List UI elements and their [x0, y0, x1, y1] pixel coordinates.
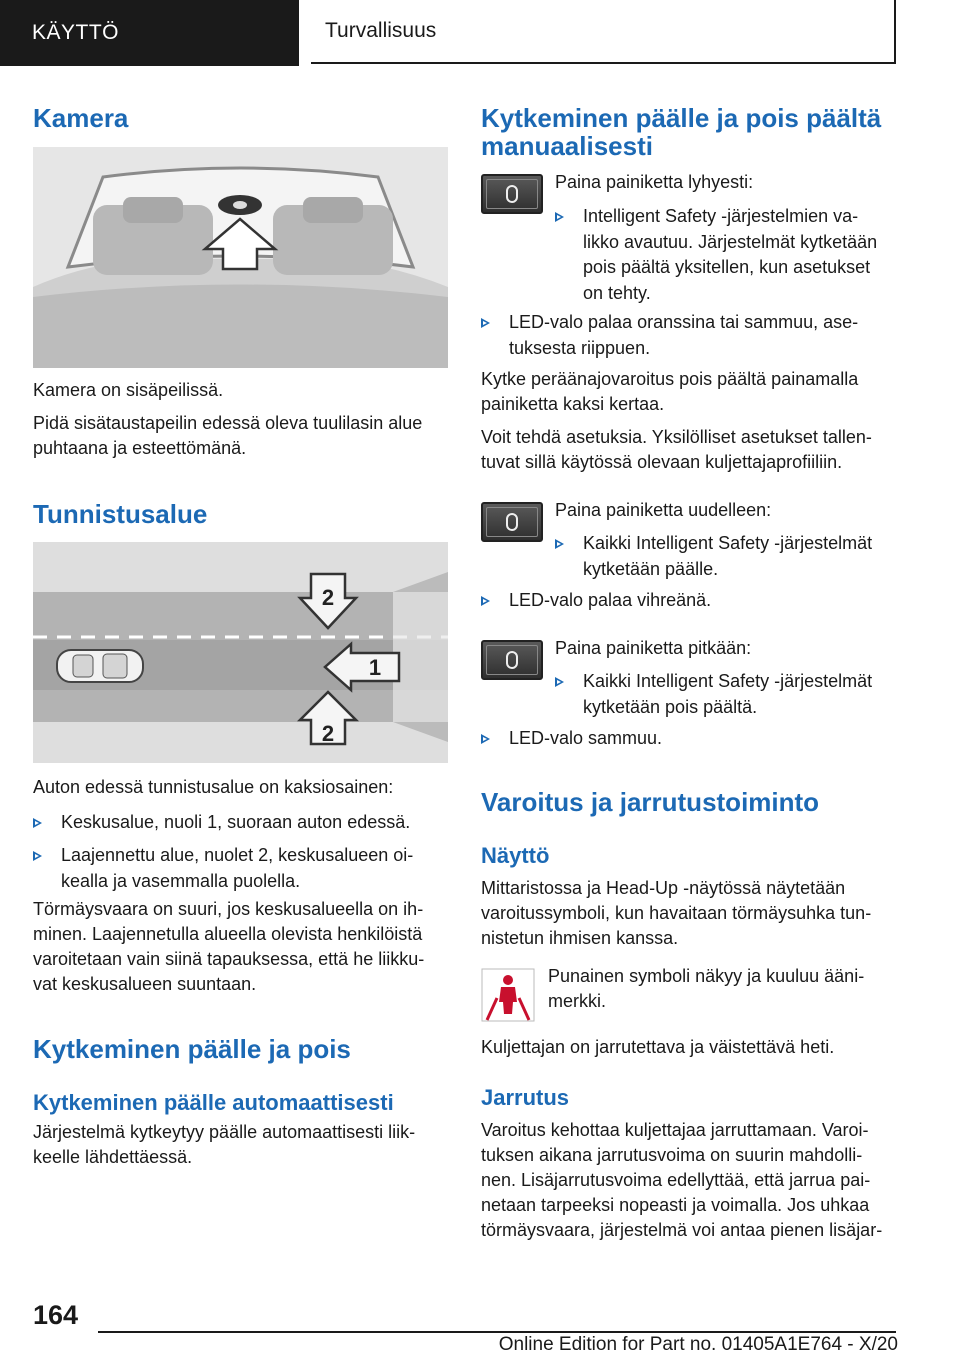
triangle-bullet-icon	[481, 734, 490, 744]
red-symbol-line2: merkki.	[548, 991, 606, 1011]
reverse-line2: painiketta kaksi kertaa.	[481, 394, 665, 414]
display-line2: varoitussymboli, kun havaitaan törmäysuhka tun-	[481, 903, 872, 923]
triangle-bullet-icon	[33, 851, 42, 861]
section-tab	[0, 0, 299, 66]
detection-zone-diagram	[33, 542, 448, 763]
heading-tunnistusalue: Tunnistusalue	[33, 499, 208, 529]
press-short-text: Paina painiketta lyhyesti:	[555, 172, 754, 192]
triangle-bullet-icon	[481, 596, 490, 606]
display-line1: Mittaristossa ja Head-Up -näytössä näytetään	[481, 878, 846, 898]
heading-varoitus: Varoitus ja jarrutustoiminto	[481, 787, 820, 817]
bullet-menu-opens: Intelligent Safety -järjestelmien va- likko avautuu. Järjestelmät kytketään pois päältä yksitellen, kun asetukset on tehty.	[555, 204, 900, 308]
brake-line1: Varoitus kehottaa kuljettajaa jarruttamaan. Varoi-	[481, 1120, 869, 1140]
auto-line1: Järjestelmä kytkeytyy päälle automaattisesti liik-	[33, 1122, 416, 1142]
bullet-led-off: LED-valo sammuu.	[481, 726, 899, 752]
brake-line5: törmäysvaara, järjestelmä voi antaa pienen lisäjar-	[481, 1220, 883, 1240]
press-again-text: Paina painiketta uudelleen:	[555, 500, 772, 520]
heading-jarrutus: Jarrutus	[481, 1085, 570, 1110]
safety-button-icon	[481, 640, 543, 680]
bullet-led-orange: LED-valo palaa oranssina tai sammuu, ase- tuksesta riippuen.	[481, 310, 899, 362]
reverse-line1: Kytke peräänajovaroitus pois päältä painamalla	[481, 369, 859, 389]
auto-line2: keelle lähdettäessä.	[33, 1147, 193, 1167]
triangle-bullet-icon	[555, 539, 564, 549]
brake-line3: nen. Lisäjarrutusvoima edellyttää, että jarrua pai-	[481, 1170, 871, 1190]
bullet-all-off: Kaikki Intelligent Safety -järjestelmät kytketään pois päältä.	[555, 669, 900, 721]
kamera-text-2b: puhtaana ja esteettömänä.	[33, 438, 247, 458]
kamera-text-2a: Pidä sisätaustapeilin edessä oleva tuulilasin alue	[33, 413, 423, 433]
press-long-text: Paina painiketta pitkään:	[555, 638, 752, 658]
triangle-bullet-icon	[555, 677, 564, 687]
bullet-led-green: LED-valo palaa vihreänä.	[481, 588, 899, 614]
footer-rule	[98, 1331, 896, 1333]
arrow-label-mid: 1	[368, 655, 382, 680]
page-number: 164	[33, 1300, 79, 1330]
kamera-text-1: Kamera on sisäpeilissä.	[33, 380, 224, 400]
brake-line2: tuksen aikana jarrutusvoima on suurin mahdolli-	[481, 1145, 863, 1165]
heading-manual-b: manuaalisesti	[481, 131, 653, 161]
settings-line1: Voit tehdä asetuksia. Yksilölliset asetukset tallen-	[481, 427, 872, 447]
heading-kytkeminen: Kytkeminen päälle ja pois	[33, 1034, 351, 1064]
heading-automaattisesti: Kytkeminen päälle automaattisesti	[33, 1090, 394, 1115]
bullet-all-on: Kaikki Intelligent Safety -järjestelmät kytketään päälle.	[555, 531, 900, 583]
safety-button-icon	[481, 502, 543, 542]
heading-manual-a: Kytkeminen päälle ja pois päältä	[481, 103, 882, 133]
tunnistus-p2-line4: vat keskusalueen suuntaan.	[33, 974, 257, 994]
tunnistus-p2-line1: Törmäysvaara on suuri, jos keskusalueella on ih-	[33, 899, 424, 919]
chapter-header	[311, 0, 896, 64]
chapter-label: Turvallisuus	[325, 19, 437, 42]
camera-image	[33, 147, 448, 368]
driver-text: Kuljettajan on jarrutettava ja väistettävä heti.	[481, 1037, 835, 1057]
triangle-bullet-icon	[481, 318, 490, 328]
red-symbol-line1: Punainen symboli näkyy ja kuuluu ääni-	[548, 966, 865, 986]
brake-line4: netaan tarpeeksi nopeasti ja voimalla. Jos uhkaa	[481, 1195, 870, 1215]
safety-button-icon	[481, 174, 543, 214]
edition-text: Online Edition for Part no. 01405A1E764 - X/20	[498, 1334, 898, 1355]
bullet-center-zone: Keskusalue, nuoli 1, suoraan auton edessä.	[33, 810, 448, 836]
bullet-extended-zone: Laajennettu alue, nuolet 2, keskusalueen oi- kealla ja vasemmalla puolella.	[33, 843, 448, 895]
section-label: KÄYTTÖ	[32, 21, 120, 44]
tunnistus-p2-line3: varoitetaan vain siinä tapauksessa, että he liikku-	[33, 949, 425, 969]
settings-line2: tuvat sillä käytössä olevaan kuljettajaprofiiliin.	[481, 452, 843, 472]
triangle-bullet-icon	[555, 212, 564, 222]
tunnistus-intro: Auton edessä tunnistusalue on kaksiosainen:	[33, 777, 394, 797]
display-line3: nistetun ihmisen kanssa.	[481, 928, 679, 948]
pedestrian-warning-icon	[481, 968, 535, 1022]
heading-kamera: Kamera	[33, 103, 129, 133]
arrow-label-bottom: 2	[321, 721, 335, 746]
heading-naytto: Näyttö	[481, 843, 550, 868]
triangle-bullet-icon	[33, 818, 42, 828]
arrow-label-top: 2	[321, 585, 335, 610]
tunnistus-p2-line2: minen. Laajennetulla alueella olevista henkilöistä	[33, 924, 423, 944]
